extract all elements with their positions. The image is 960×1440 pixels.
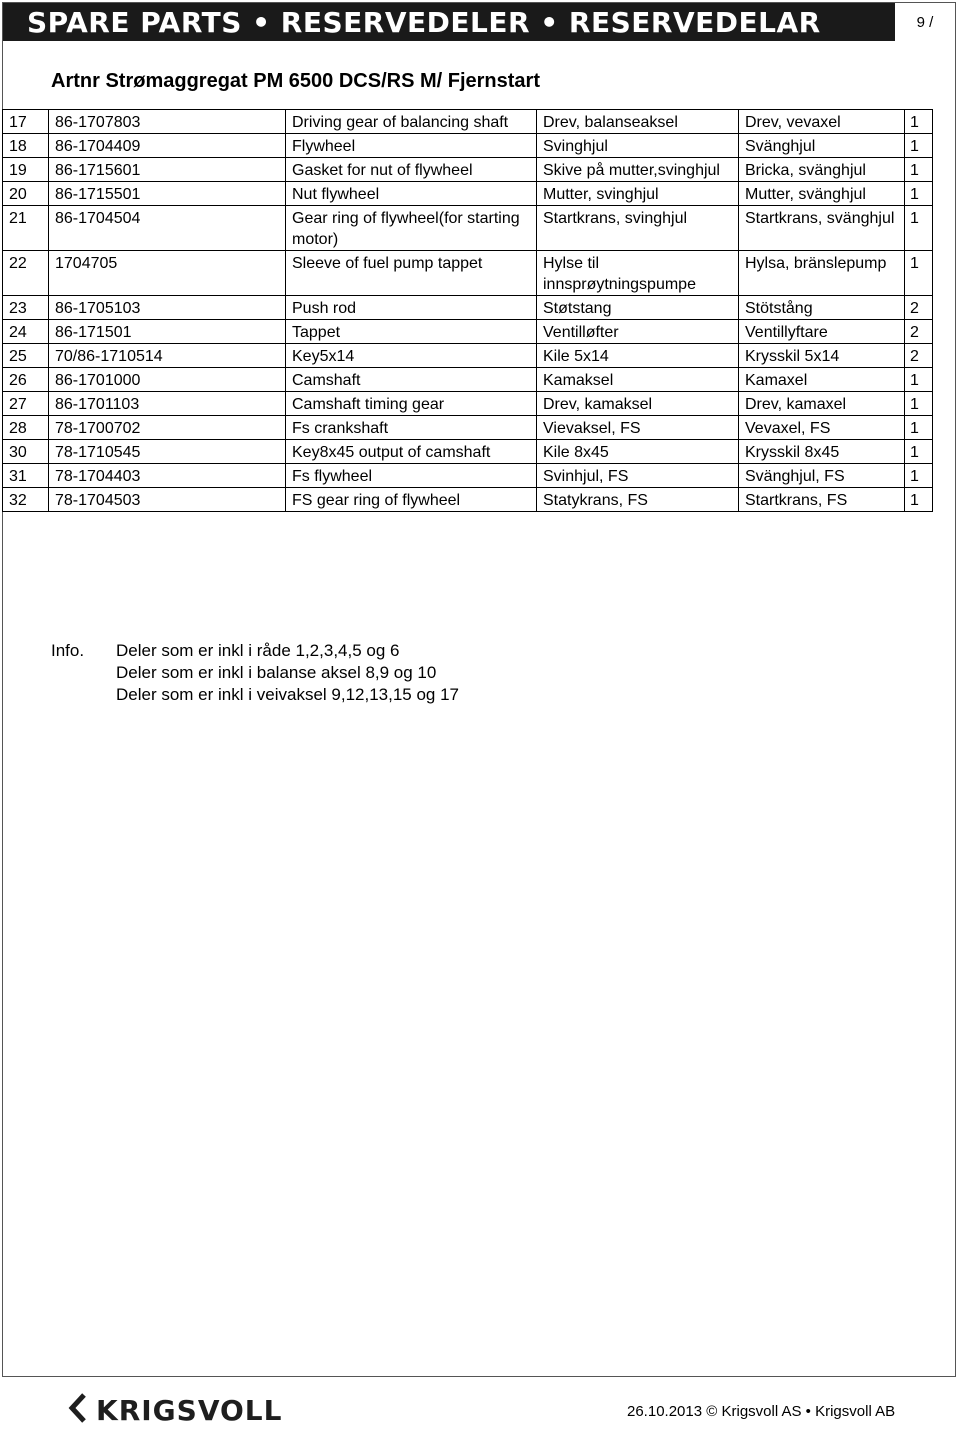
qty-cell: 1 <box>905 368 933 392</box>
norwegian-name-cell: Startkrans, svinghjul <box>537 206 739 251</box>
pos-cell: 32 <box>3 488 49 512</box>
english-name-cell: Sleeve of fuel pump tappet <box>286 251 537 296</box>
table-row <box>3 251 933 296</box>
table-row <box>3 392 933 416</box>
page-number: 9 / <box>916 13 934 31</box>
swedish-name-cell: Ventillyftare <box>739 320 905 344</box>
swedish-name-cell: Krysskil 5x14 <box>739 344 905 368</box>
artnr-cell: 78-1710545 <box>49 440 286 464</box>
swedish-name-cell: Drev, vevaxel <box>739 110 905 134</box>
banner-title: SPARE PARTS • RESERVEDELER • RESERVEDELAR <box>27 6 821 39</box>
pos-cell: 28 <box>3 416 49 440</box>
artnr-cell: 86-1705103 <box>49 296 286 320</box>
artnr-cell: 86-1704504 <box>49 206 286 251</box>
logo-text: KRIGSVOLL <box>96 1394 283 1427</box>
english-name-cell: Fs flywheel <box>286 464 537 488</box>
norwegian-name-cell: Drev, kamaksel <box>537 392 739 416</box>
artnr-cell: 78-1700702 <box>49 416 286 440</box>
norwegian-name-cell: Skive på mutter,svinghjul <box>537 158 739 182</box>
english-name-cell: Flywheel <box>286 134 537 158</box>
table-row <box>3 296 933 320</box>
english-name-cell: Gasket for nut of flywheel <box>286 158 537 182</box>
qty-cell: 2 <box>905 320 933 344</box>
qty-cell: 1 <box>905 182 933 206</box>
pos-cell: 24 <box>3 320 49 344</box>
artnr-cell: 86-1704409 <box>49 134 286 158</box>
table-row <box>3 320 933 344</box>
qty-cell: 2 <box>905 296 933 320</box>
qty-cell: 1 <box>905 440 933 464</box>
pos-cell: 19 <box>3 158 49 182</box>
pos-cell: 17 <box>3 110 49 134</box>
pos-cell: 30 <box>3 440 49 464</box>
swedish-name-cell: Hylsa, bränslepump <box>739 251 905 296</box>
chevron-logo-icon <box>66 1393 88 1428</box>
table-row <box>3 464 933 488</box>
qty-cell: 1 <box>905 464 933 488</box>
table-row <box>3 440 933 464</box>
english-name-cell: Camshaft timing gear <box>286 392 537 416</box>
swedish-name-cell: Startkrans, FS <box>739 488 905 512</box>
norwegian-name-cell: Hylse til innsprøytningspumpe <box>537 251 739 296</box>
swedish-name-cell: Mutter, svänghjul <box>739 182 905 206</box>
table-row <box>3 206 933 251</box>
table-row <box>3 134 933 158</box>
info-label: Info. <box>51 641 85 660</box>
footer-date: 26.10.2013 <box>627 1403 703 1420</box>
swedish-name-cell: Bricka, svänghjul <box>739 158 905 182</box>
footer-text <box>627 1403 895 1420</box>
table-row <box>3 344 933 368</box>
norwegian-name-cell: Svinhjul, FS <box>537 464 739 488</box>
english-name-cell: Key5x14 <box>286 344 537 368</box>
pos-cell: 22 <box>3 251 49 296</box>
pos-cell: 23 <box>3 296 49 320</box>
artnr-cell: 86-1707803 <box>49 110 286 134</box>
swedish-name-cell: Krysskil 8x45 <box>739 440 905 464</box>
info-line: Deler som er inkl i balanse aksel 8,9 og 10 <box>116 663 437 682</box>
swedish-name-cell: Svänghjul <box>739 134 905 158</box>
qty-cell: 1 <box>905 134 933 158</box>
english-name-cell: Key8x45 output of camshaft <box>286 440 537 464</box>
qty-cell: 2 <box>905 344 933 368</box>
swedish-name-cell: Startkrans, svänghjul <box>739 206 905 251</box>
table-row <box>3 182 933 206</box>
qty-cell: 1 <box>905 392 933 416</box>
table-row <box>3 110 933 134</box>
pos-cell: 31 <box>3 464 49 488</box>
artnr-cell: 78-1704403 <box>49 464 286 488</box>
info-line: Deler som er inkl i råde 1,2,3,4,5 og 6 <box>116 641 400 660</box>
qty-cell: 1 <box>905 251 933 296</box>
info-lines <box>116 640 459 706</box>
header-banner <box>3 3 895 41</box>
english-name-cell: Fs crankshaft <box>286 416 537 440</box>
pos-cell: 21 <box>3 206 49 251</box>
swedish-name-cell: Vevaxel, FS <box>739 416 905 440</box>
qty-cell: 1 <box>905 158 933 182</box>
artnr-cell: 86-1701103 <box>49 392 286 416</box>
artnr-cell: 70/86-1710514 <box>49 344 286 368</box>
norwegian-name-cell: Kile 8x45 <box>537 440 739 464</box>
english-name-cell: Camshaft <box>286 368 537 392</box>
english-name-cell: Push rod <box>286 296 537 320</box>
pos-cell: 25 <box>3 344 49 368</box>
swedish-name-cell: Drev, kamaxel <box>739 392 905 416</box>
pos-cell: 18 <box>3 134 49 158</box>
qty-cell: 1 <box>905 488 933 512</box>
norwegian-name-cell: Drev, balanseaksel <box>537 110 739 134</box>
english-name-cell: Driving gear of balancing shaft <box>286 110 537 134</box>
table-row <box>3 368 933 392</box>
table-row <box>3 488 933 512</box>
krigsvoll-logo <box>66 1393 283 1428</box>
english-name-cell: FS gear ring of flywheel <box>286 488 537 512</box>
qty-cell: 1 <box>905 416 933 440</box>
qty-cell: 1 <box>905 206 933 251</box>
info-line: Deler som er inkl i veivaksel 9,12,13,15 og 17 <box>116 685 460 704</box>
parts-table <box>2 109 933 512</box>
copyright-icon: © <box>706 1403 718 1420</box>
norwegian-name-cell: Ventilløfter <box>537 320 739 344</box>
swedish-name-cell: Stötstång <box>739 296 905 320</box>
artnr-cell: 78-1704503 <box>49 488 286 512</box>
artnr-cell: 1704705 <box>49 251 286 296</box>
table-row <box>3 158 933 182</box>
norwegian-name-cell: Støtstang <box>537 296 739 320</box>
page-title: Artnr Strømaggregat PM 6500 DCS/RS M/ Fjernstart <box>51 70 540 92</box>
norwegian-name-cell: Kile 5x14 <box>537 344 739 368</box>
norwegian-name-cell: Kamaksel <box>537 368 739 392</box>
pos-cell: 27 <box>3 392 49 416</box>
english-name-cell: Gear ring of flywheel(for starting motor) <box>286 206 537 251</box>
swedish-name-cell: Svänghjul, FS <box>739 464 905 488</box>
artnr-cell: 86-171501 <box>49 320 286 344</box>
norwegian-name-cell: Mutter, svinghjul <box>537 182 739 206</box>
english-name-cell: Nut flywheel <box>286 182 537 206</box>
norwegian-name-cell: Svinghjul <box>537 134 739 158</box>
english-name-cell: Tappet <box>286 320 537 344</box>
norwegian-name-cell: Vievaksel, FS <box>537 416 739 440</box>
table-row <box>3 416 933 440</box>
artnr-cell: 86-1715501 <box>49 182 286 206</box>
pos-cell: 20 <box>3 182 49 206</box>
swedish-name-cell: Kamaxel <box>739 368 905 392</box>
pos-cell: 26 <box>3 368 49 392</box>
artnr-cell: 86-1701000 <box>49 368 286 392</box>
qty-cell: 1 <box>905 110 933 134</box>
norwegian-name-cell: Statykrans, FS <box>537 488 739 512</box>
artnr-cell: 86-1715601 <box>49 158 286 182</box>
footer-company: Krigsvoll AS • Krigsvoll AB <box>721 1403 896 1420</box>
